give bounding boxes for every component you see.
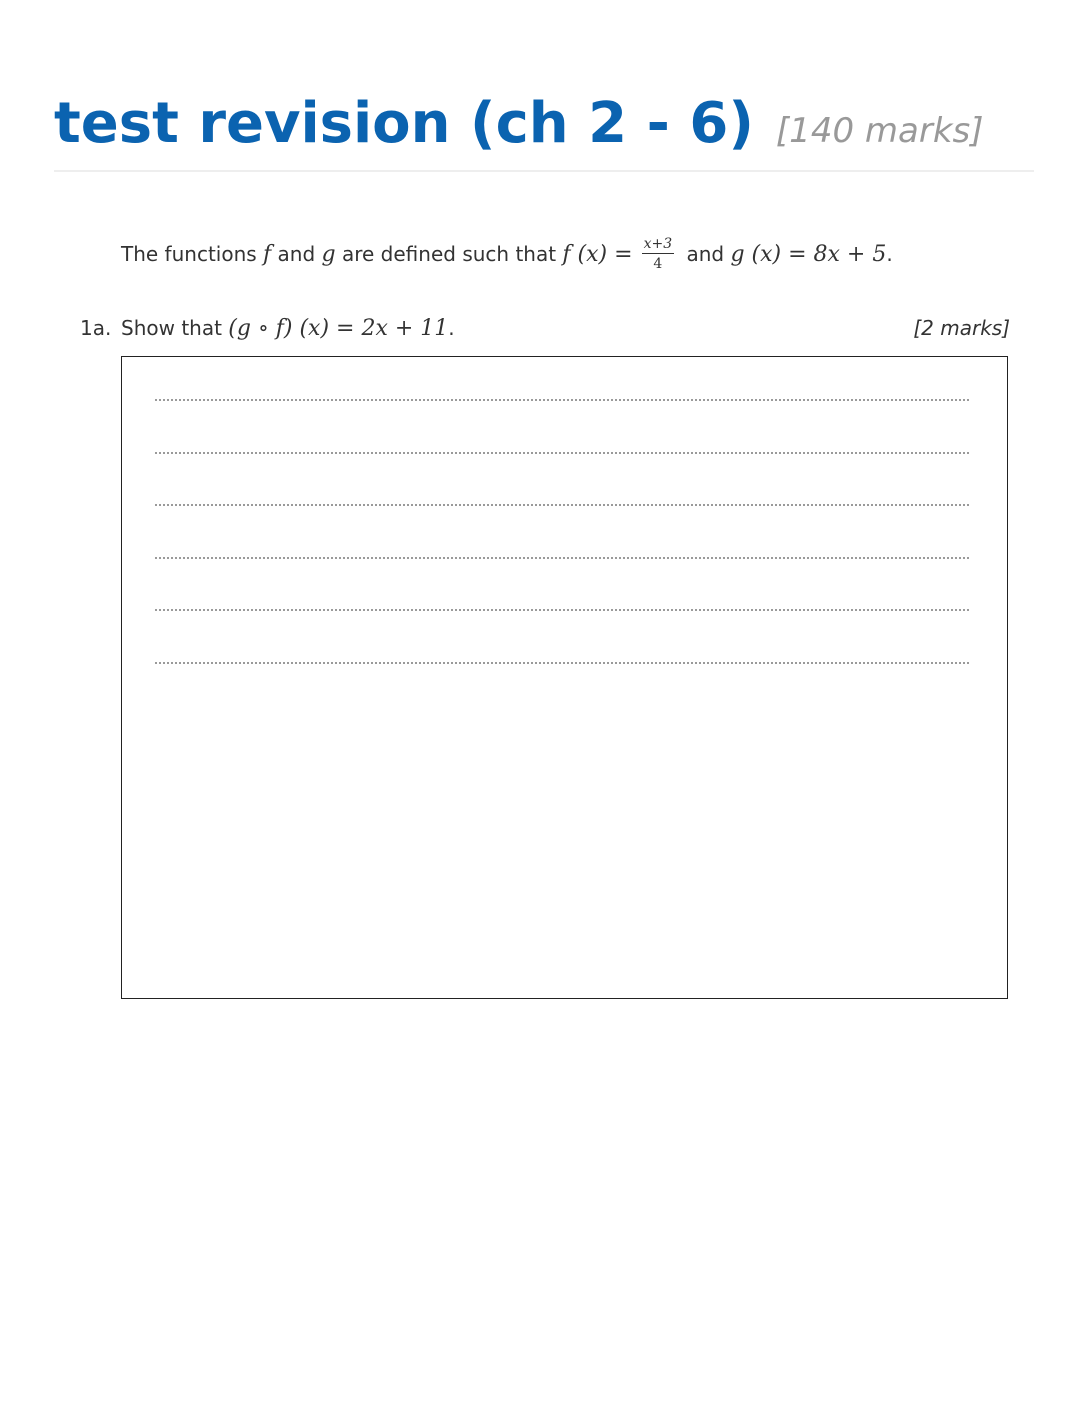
fraction bbox=[642, 236, 675, 272]
answer-line[interactable] bbox=[155, 452, 969, 454]
question-suffix: . bbox=[448, 316, 455, 340]
function-f-symbol: f bbox=[263, 242, 272, 267]
question-stem bbox=[121, 230, 1021, 279]
question-text bbox=[121, 312, 455, 345]
answer-line[interactable] bbox=[155, 557, 969, 559]
answer-box[interactable] bbox=[121, 356, 1008, 999]
question-marks: [2 marks] bbox=[913, 316, 1010, 340]
page-header bbox=[54, 84, 1034, 172]
total-marks: [140 marks] bbox=[775, 111, 984, 151]
question-number: 1a. bbox=[80, 316, 112, 340]
fraction-denominator: 4 bbox=[653, 255, 663, 272]
answer-line[interactable] bbox=[155, 662, 969, 664]
answer-line[interactable] bbox=[155, 399, 969, 401]
stem-text: and bbox=[680, 242, 731, 266]
question-prefix: Show that bbox=[121, 316, 229, 340]
answer-line[interactable] bbox=[155, 609, 969, 611]
stem-text: The functions bbox=[121, 242, 264, 266]
g-definition: g (x) = 8x + 5 bbox=[730, 242, 887, 267]
stem-text: . bbox=[886, 242, 893, 266]
stem-text: and bbox=[271, 242, 322, 266]
stem-text: are defined such that bbox=[335, 242, 563, 266]
fraction-numerator: x+3 bbox=[643, 235, 673, 252]
function-g-symbol: g bbox=[321, 242, 336, 267]
question-math: (g ∘ f) (x) = 2x + 11 bbox=[228, 316, 449, 341]
answer-line[interactable] bbox=[155, 504, 969, 506]
page-title: test revision (ch 2 - 6) bbox=[54, 91, 754, 156]
f-definition-lhs: f (x) = bbox=[562, 242, 640, 267]
